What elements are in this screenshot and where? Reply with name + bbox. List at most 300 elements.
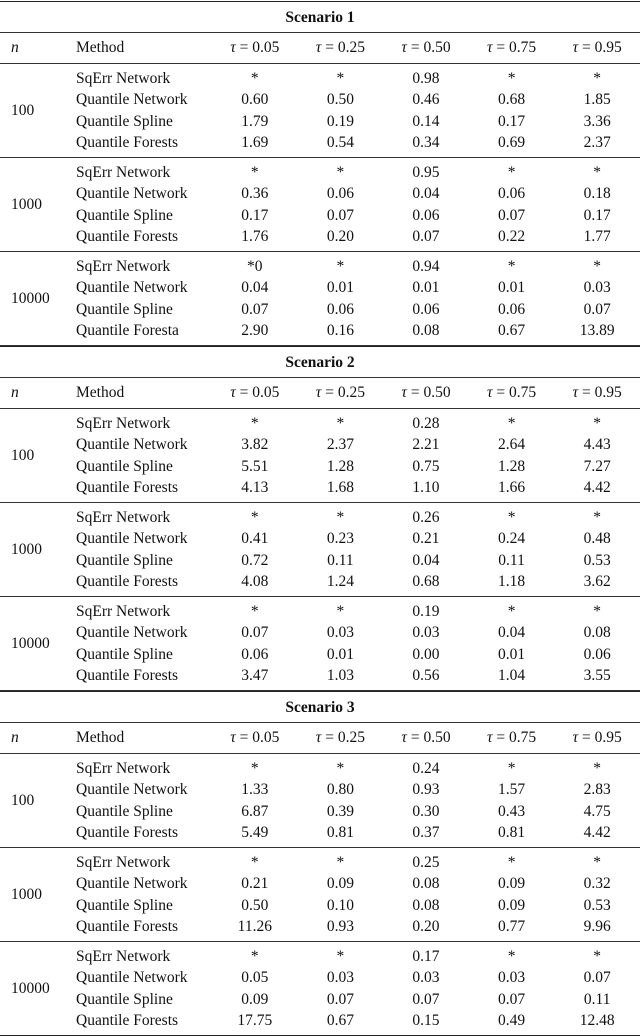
value-cell: 1.33 [241, 781, 269, 799]
method-name: SqErr Network [76, 602, 171, 620]
n-value: 1000 [11, 540, 42, 558]
header-tau [554, 729, 640, 747]
value-cell: 1.85 [583, 91, 611, 109]
value-cell: 0.06 [326, 185, 354, 203]
tau-symbol: τ [315, 39, 322, 56]
tau-symbol: τ [486, 39, 493, 56]
value-cell: 0.60 [241, 91, 269, 109]
value-cell: 1.10 [412, 478, 440, 496]
value-cell: 4.42 [583, 823, 611, 841]
value-cell: 0.07 [326, 990, 354, 1008]
value-cell: 0.68 [412, 572, 440, 590]
value-cell: 0.17 [583, 206, 611, 224]
value-cell: 0.68 [498, 91, 526, 109]
tau-value: = 0.05 [239, 39, 280, 56]
table-row [70, 162, 640, 183]
value-cell: 0.21 [412, 530, 440, 548]
method-name: Quantile Network [76, 875, 188, 893]
value-cell: 0.95 [412, 163, 440, 181]
value-cell: 4.13 [241, 478, 269, 496]
tau-symbol: τ [401, 729, 407, 746]
value-cell: * [507, 853, 516, 871]
group-rows [70, 758, 640, 843]
table-row [70, 946, 640, 967]
value-cell: 0.14 [412, 112, 440, 130]
table-row [70, 916, 640, 937]
header-tau [212, 729, 298, 747]
value-cell: 0.24 [498, 530, 526, 548]
value-cell: 0.53 [583, 551, 611, 569]
table-row [70, 205, 640, 226]
value-cell: 0.11 [498, 551, 525, 569]
header-tau [554, 384, 640, 402]
value-cell: 0.01 [498, 645, 526, 663]
tau-value: = 0.05 [239, 384, 280, 401]
n-value: 100 [11, 101, 35, 119]
value-cell: 0.01 [412, 279, 440, 297]
value-cell: * [336, 947, 345, 965]
value-cell: 0.08 [412, 875, 440, 893]
method-name: Quantile Forests [76, 1011, 179, 1029]
group-n [0, 848, 70, 941]
tau-symbol: τ [572, 729, 579, 746]
group-n [0, 754, 70, 847]
value-cell: 1.79 [241, 112, 269, 130]
header-n: n [11, 729, 19, 746]
group-rows [70, 852, 640, 937]
table-row [70, 622, 640, 643]
table-row [70, 528, 640, 549]
table-row [70, 895, 640, 916]
value-cell: 0.54 [326, 133, 354, 151]
value-cell: 0.36 [241, 185, 269, 203]
value-cell: 0.03 [583, 279, 611, 297]
tau-symbol: τ [401, 384, 407, 401]
table-row [70, 89, 640, 110]
value-cell: 0.16 [326, 321, 354, 339]
value-cell: 1.28 [326, 457, 354, 475]
value-cell: * [250, 508, 259, 526]
method-name: Quantile Network [76, 279, 188, 297]
sample-size-group [0, 754, 640, 848]
value-cell: 0.98 [412, 69, 440, 87]
value-cell: 0.01 [498, 279, 526, 297]
sample-size-group [0, 942, 640, 1036]
method-name: Quantile Spline [76, 112, 173, 130]
method-name: Quantile Spline [76, 802, 173, 820]
value-cell: 0.26 [412, 508, 440, 526]
tau-symbol: τ [486, 384, 493, 401]
value-cell: * [336, 163, 345, 181]
value-cell: * [336, 508, 345, 526]
value-cell: 0.48 [583, 530, 611, 548]
value-cell: 3.47 [241, 666, 269, 684]
method-name: Quantile Forests [76, 478, 179, 496]
header-tau [469, 384, 555, 402]
value-cell: 0.07 [241, 300, 269, 318]
value-cell: 6.87 [241, 802, 269, 820]
value-cell: 0.18 [583, 185, 611, 203]
group-n [0, 409, 70, 502]
table-row [70, 601, 640, 622]
value-cell: 5.49 [241, 823, 269, 841]
value-cell: 12.48 [579, 1011, 615, 1029]
value-cell: 0.06 [498, 300, 526, 318]
value-cell: 0.07 [583, 300, 611, 318]
table-row [70, 989, 640, 1010]
value-cell: * [336, 853, 345, 871]
value-cell: 0.19 [326, 112, 354, 130]
value-cell: 0.30 [412, 802, 440, 820]
value-cell: * [507, 947, 516, 965]
table-row [70, 967, 640, 988]
value-cell: * [250, 947, 259, 965]
method-name: Quantile Foresta [76, 321, 179, 339]
value-cell: 0.15 [412, 1011, 440, 1029]
tau-value: = 0.25 [325, 384, 365, 401]
value-cell: 0.08 [583, 624, 611, 642]
header-n: n [11, 384, 19, 401]
tau-value: = 0.05 [239, 729, 280, 746]
group-n [0, 942, 70, 1035]
n-value: 100 [11, 446, 35, 464]
method-name: Quantile Spline [76, 300, 173, 318]
tau-value: = 0.75 [496, 384, 537, 401]
value-cell: 0.17 [241, 206, 269, 224]
value-cell: * [336, 257, 345, 275]
table-row [70, 299, 640, 320]
table-row [70, 852, 640, 873]
value-cell: 0.03 [498, 969, 526, 987]
tau-symbol: τ [486, 729, 493, 746]
value-cell: 0.03 [326, 969, 354, 987]
scenario-title: Scenario 3 [0, 692, 640, 723]
table-row [70, 434, 640, 455]
method-name: SqErr Network [76, 163, 171, 181]
value-cell: 0.80 [326, 781, 354, 799]
value-cell: * [507, 759, 516, 777]
method-name: Quantile Spline [76, 896, 173, 914]
table-row [70, 779, 640, 800]
method-name: Quantile Forests [76, 227, 179, 245]
value-cell: 7.27 [583, 457, 611, 475]
value-cell: 0.07 [498, 990, 526, 1008]
value-cell: 0.07 [326, 206, 354, 224]
value-cell: 0.06 [412, 206, 440, 224]
method-name: SqErr Network [76, 69, 171, 87]
sample-size-group [0, 252, 640, 346]
method-name: Quantile Forests [76, 572, 179, 590]
sample-size-group [0, 158, 640, 252]
value-cell: * [593, 414, 602, 432]
tau-value: = 0.75 [496, 39, 537, 56]
value-cell: 0.06 [241, 645, 269, 663]
value-cell: 1.68 [326, 478, 354, 496]
value-cell: 0.07 [412, 990, 440, 1008]
value-cell: 0.00 [412, 645, 440, 663]
header-tau [554, 39, 640, 57]
value-cell: 0.56 [412, 666, 440, 684]
value-cell: * [593, 163, 602, 181]
table-row [70, 183, 640, 204]
tau-symbol: τ [315, 729, 322, 746]
tau-symbol: τ [230, 384, 236, 401]
group-rows [70, 946, 640, 1031]
header-row [0, 378, 640, 409]
method-name: SqErr Network [76, 947, 171, 965]
value-cell: * [593, 853, 602, 871]
table-row [70, 758, 640, 779]
header-tau [383, 384, 469, 402]
value-cell: 0.01 [326, 279, 354, 297]
value-cell: 0.07 [583, 969, 611, 987]
value-cell: 0.03 [412, 624, 440, 642]
value-cell: * [593, 508, 602, 526]
value-cell: 0.10 [326, 896, 354, 914]
value-cell: 2.37 [583, 133, 611, 151]
value-cell: * [507, 414, 516, 432]
value-cell: 2.37 [326, 436, 354, 454]
value-cell: 0.03 [412, 969, 440, 987]
tau-value: = 0.50 [410, 384, 451, 401]
method-name: Quantile Network [76, 781, 188, 799]
method-name: Quantile Spline [76, 990, 173, 1008]
header-tau [212, 384, 298, 402]
value-cell: 1.77 [583, 227, 611, 245]
group-rows [70, 162, 640, 247]
value-cell: * [336, 602, 345, 620]
value-cell: *0 [247, 257, 263, 275]
value-cell: 0.11 [327, 551, 354, 569]
value-cell: 5.51 [241, 457, 269, 475]
value-cell: 0.67 [326, 1011, 354, 1029]
method-name: Quantile Network [76, 530, 188, 548]
tau-value: = 0.50 [410, 729, 451, 746]
value-cell: * [250, 414, 259, 432]
value-cell: 1.76 [241, 227, 269, 245]
group-rows [70, 507, 640, 592]
group-n [0, 597, 70, 690]
tau-symbol: τ [230, 39, 236, 56]
tau-value: = 0.95 [582, 39, 622, 56]
table-row [70, 507, 640, 528]
method-name: Quantile Network [76, 185, 188, 203]
value-cell: 0.81 [498, 823, 526, 841]
header-row [0, 723, 640, 754]
value-cell: 0.06 [583, 645, 611, 663]
header-method: Method [76, 729, 125, 746]
value-cell: 1.66 [498, 478, 526, 496]
value-cell: 1.28 [498, 457, 526, 475]
value-cell: 0.17 [498, 112, 526, 130]
tau-symbol: τ [572, 39, 579, 56]
value-cell: 0.09 [326, 875, 354, 893]
header-tau [469, 39, 555, 57]
method-name: Quantile Spline [76, 645, 173, 663]
value-cell: * [336, 759, 345, 777]
header-method: Method [76, 384, 125, 401]
tau-value: = 0.75 [496, 729, 537, 746]
value-cell: 0.34 [412, 133, 440, 151]
value-cell: 0.06 [412, 300, 440, 318]
value-cell: 2.90 [241, 321, 269, 339]
tau-value: = 0.25 [325, 729, 365, 746]
table-row [70, 822, 640, 843]
value-cell: 1.18 [498, 572, 526, 590]
value-cell: 0.06 [326, 300, 354, 318]
value-cell: 0.75 [412, 457, 440, 475]
sample-size-group [0, 503, 640, 597]
n-value: 100 [11, 791, 35, 809]
method-name: Quantile Network [76, 624, 188, 642]
value-cell: 0.21 [241, 875, 269, 893]
value-cell: 0.20 [326, 227, 354, 245]
value-cell: 1.69 [241, 133, 269, 151]
method-name: Quantile Spline [76, 206, 173, 224]
value-cell: 0.22 [498, 227, 526, 245]
value-cell: 0.07 [412, 227, 440, 245]
header-tau [298, 729, 384, 747]
table-row [70, 644, 640, 665]
value-cell: 0.46 [412, 91, 440, 109]
value-cell: 0.03 [326, 624, 354, 642]
value-cell: 0.19 [412, 602, 440, 620]
value-cell: 0.28 [412, 414, 440, 432]
value-cell: 0.94 [412, 257, 440, 275]
tau-value: = 0.50 [410, 39, 451, 56]
scenario-title: Scenario 1 [0, 2, 640, 33]
value-cell: 0.39 [326, 802, 354, 820]
value-cell: * [250, 602, 259, 620]
group-n [0, 158, 70, 251]
value-cell: 0.24 [412, 759, 440, 777]
group-rows [70, 68, 640, 153]
header-tau [383, 39, 469, 57]
value-cell: 0.50 [326, 91, 354, 109]
value-cell: 2.83 [583, 781, 611, 799]
tau-symbol: τ [230, 729, 236, 746]
value-cell: 0.69 [498, 133, 526, 151]
value-cell: * [507, 69, 516, 87]
value-cell: * [250, 853, 259, 871]
value-cell: 0.25 [412, 853, 440, 871]
group-rows [70, 413, 640, 498]
value-cell: 11.26 [237, 917, 272, 935]
value-cell: 0.09 [241, 990, 269, 1008]
value-cell: 3.36 [583, 112, 611, 130]
value-cell: 0.11 [583, 990, 611, 1008]
value-cell: 0.67 [498, 321, 526, 339]
value-cell: * [593, 257, 602, 275]
value-cell: * [593, 759, 602, 777]
group-n [0, 252, 70, 345]
value-cell: * [507, 602, 516, 620]
header-tau [212, 39, 298, 57]
group-n [0, 64, 70, 157]
header-tau [298, 384, 384, 402]
value-cell: * [593, 69, 602, 87]
table-row [70, 456, 640, 477]
table-row [70, 801, 640, 822]
table-row [70, 111, 640, 132]
scenario-title: Scenario 2 [0, 347, 640, 378]
value-cell: 0.49 [498, 1011, 526, 1029]
table-row [70, 320, 640, 341]
value-cell: 0.07 [241, 624, 269, 642]
value-cell: 0.17 [412, 947, 440, 965]
group-rows [70, 256, 640, 341]
value-cell: 0.08 [412, 896, 440, 914]
sample-size-group [0, 64, 640, 158]
value-cell: 1.57 [498, 781, 526, 799]
method-name: Quantile Forests [76, 823, 179, 841]
scenario-section [0, 1, 640, 346]
sample-size-group [0, 848, 640, 942]
method-name: Quantile Forests [76, 917, 179, 935]
value-cell: 3.82 [241, 436, 269, 454]
table-row [70, 550, 640, 571]
value-cell: 0.32 [583, 875, 611, 893]
table-row [70, 256, 640, 277]
table-row [70, 571, 640, 592]
value-cell: 0.93 [326, 917, 354, 935]
value-cell: * [250, 759, 259, 777]
table-row [70, 68, 640, 89]
method-name: SqErr Network [76, 508, 171, 526]
value-cell: 4.75 [583, 802, 611, 820]
method-name: Quantile Spline [76, 551, 173, 569]
value-cell: 0.41 [241, 530, 269, 548]
value-cell: 0.43 [498, 802, 526, 820]
table-row [70, 413, 640, 434]
header-tau [298, 39, 384, 57]
value-cell: 4.08 [241, 572, 269, 590]
value-cell: 0.23 [326, 530, 354, 548]
value-cell: 0.93 [412, 781, 440, 799]
header-row [0, 33, 640, 64]
table-row [70, 1010, 640, 1031]
value-cell: 0.07 [498, 206, 526, 224]
value-cell: 0.09 [498, 896, 526, 914]
value-cell: 0.81 [326, 823, 354, 841]
table-row [70, 477, 640, 498]
table-row [70, 226, 640, 247]
n-value: 10000 [11, 979, 50, 997]
tau-value: = 0.95 [582, 729, 622, 746]
value-cell: 4.42 [583, 478, 611, 496]
value-cell: * [593, 602, 602, 620]
value-cell: 13.89 [579, 321, 615, 339]
value-cell: 1.24 [326, 572, 354, 590]
value-cell: 0.06 [498, 185, 526, 203]
method-name: Quantile Network [76, 969, 188, 987]
value-cell: 0.04 [241, 279, 269, 297]
tau-symbol: τ [315, 384, 322, 401]
value-cell: * [507, 257, 516, 275]
value-cell: 0.72 [241, 551, 269, 569]
value-cell: 0.08 [412, 321, 440, 339]
value-cell: 0.04 [412, 551, 440, 569]
value-cell: 3.62 [583, 572, 611, 590]
header-tau [383, 729, 469, 747]
table-row [70, 277, 640, 298]
value-cell: * [336, 69, 345, 87]
value-cell: 2.64 [498, 436, 526, 454]
value-cell: 4.43 [583, 436, 611, 454]
method-name: SqErr Network [76, 759, 171, 777]
method-name: Quantile Forests [76, 666, 179, 684]
header-tau [469, 729, 555, 747]
